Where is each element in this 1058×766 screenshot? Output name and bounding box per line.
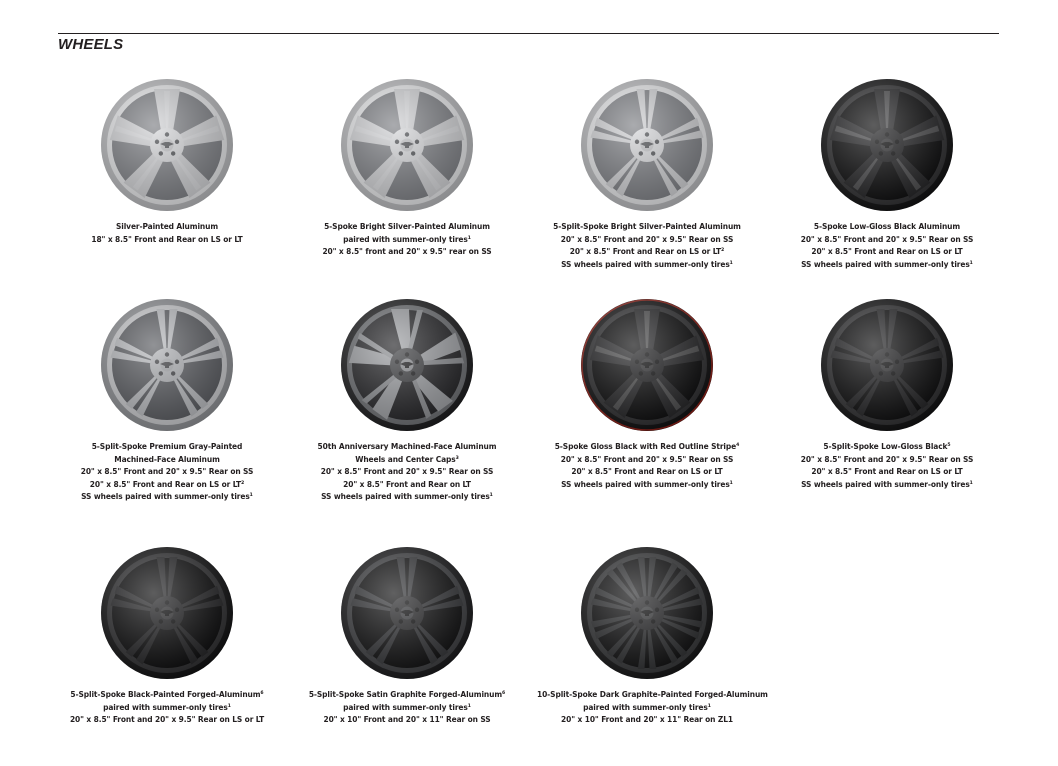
wheel-spec-line: SS wheels paired with summer-only tires¹ — [801, 258, 973, 269]
wheel-card — [777, 78, 997, 270]
wheel-image — [100, 78, 234, 212]
wheel-image — [820, 78, 954, 212]
header-rule — [58, 33, 999, 34]
wheel-card — [537, 78, 757, 270]
wheel-spec-line: 20" x 8.5" Front and 20" x 9.5" Rear on SS — [320, 466, 494, 477]
wheel-shading — [101, 547, 233, 679]
wheel-spec-line: 20" x 8.5" Front and 20" x 9.5" Rear on SS — [560, 233, 734, 244]
wheel-spec-line: paired with summer-only tires¹ — [343, 701, 471, 712]
wheel-spec-line: SS wheels paired with summer-only tires¹ — [81, 491, 253, 502]
wheel-spec-line: 20" x 8.5" Front and Rear on LS or LT² — [569, 246, 725, 257]
wheel-image — [820, 298, 954, 432]
wheel-shading — [581, 299, 713, 431]
wheel-shading — [581, 547, 713, 679]
wheel-caption — [57, 220, 277, 245]
wheel-image — [100, 546, 234, 680]
wheel-shading — [101, 299, 233, 431]
wheel-caption — [57, 688, 277, 726]
wheel-name: 10-Split-Spoke Dark Graphite-Painted Forged-Aluminum — [537, 689, 768, 699]
wheel-shading — [101, 79, 233, 211]
wheel-card — [57, 546, 277, 726]
wheel-shading — [341, 79, 473, 211]
wheel-spec-line: SS wheels paired with summer-only tires¹ — [801, 478, 973, 489]
wheel-shading — [821, 79, 953, 211]
wheel-card — [57, 78, 277, 245]
wheel-name: 5-Split-Spoke Black-Painted Forged-Aluminum⁶ — [70, 689, 264, 699]
wheel-shading — [821, 299, 953, 431]
wheel-spec-line: SS wheels paired with summer-only tires¹ — [321, 491, 493, 502]
wheel-name: 5-Split-Spoke Bright Silver-Painted Aluminum — [553, 221, 741, 231]
wheel-spec-line: 20" x 8.5" Front and Rear on LS or LT — [811, 466, 963, 477]
wheel-shading — [341, 299, 473, 431]
wheel-image — [580, 546, 714, 680]
wheel-spec-line: paired with summer-only tires¹ — [103, 701, 231, 712]
wheel-spec-line: 20" x 8.5" Front and 20" x 9.5" Rear on SS — [80, 466, 254, 477]
wheel-caption — [297, 220, 517, 258]
wheel-card — [297, 298, 517, 503]
wheel-card — [297, 546, 517, 726]
wheel-caption — [297, 688, 517, 726]
wheel-caption — [57, 440, 277, 503]
wheel-spec-line: paired with summer-only tires¹ — [583, 701, 711, 712]
wheel-spec-line: 18" x 8.5" Front and Rear on LS or LT — [91, 233, 243, 244]
wheel-image — [580, 78, 714, 212]
wheel-caption — [537, 220, 757, 270]
wheel-caption — [537, 440, 757, 490]
wheel-shading — [581, 79, 713, 211]
wheel-spec-line: Machined-Face Aluminum — [114, 453, 220, 464]
wheel-spec-line: 20" x 8.5" Front and 20" x 9.5" Rear on SS — [800, 453, 974, 464]
wheel-card — [537, 546, 768, 726]
wheel-caption — [297, 440, 517, 503]
wheel-caption — [777, 220, 997, 270]
wheel-spec-line: Wheels and Center Caps³ — [355, 453, 459, 464]
wheel-caption — [777, 440, 997, 490]
wheel-image — [580, 298, 714, 432]
wheel-spec-line: 20" x 8.5" front and 20" x 9.5" rear on SS — [322, 246, 492, 257]
wheel-spec-line: 20" x 8.5" Front and Rear on LT — [343, 478, 471, 489]
wheel-spec-line: SS wheels paired with summer-only tires¹ — [561, 478, 733, 489]
wheel-name: 5-Split-Spoke Satin Graphite Forged-Aluminum⁶ — [308, 689, 506, 699]
wheel-image — [340, 298, 474, 432]
wheel-name: 50th Anniversary Machined-Face Aluminum — [317, 441, 497, 451]
wheel-name: 5-Spoke Gloss Black with Red Outline Stripe⁴ — [554, 441, 740, 451]
wheel-name: 5-Split-Spoke Low-Gloss Black⁵ — [823, 441, 951, 451]
wheel-image — [340, 78, 474, 212]
wheel-name: Silver-Painted Aluminum — [115, 221, 219, 231]
wheel-name: 5-Spoke Low-Gloss Black Aluminum — [813, 221, 961, 231]
wheel-spec-line: 20" x 8.5" Front and 20" x 9.5" Rear on LS or LT — [69, 714, 265, 725]
wheel-name: 5-Spoke Bright Silver-Painted Aluminum — [324, 221, 490, 231]
wheel-image — [340, 546, 474, 680]
wheel-spec-line: SS wheels paired with summer-only tires¹ — [561, 258, 733, 269]
wheel-spec-line: paired with summer-only tires¹ — [343, 233, 471, 244]
wheel-shading — [341, 547, 473, 679]
wheel-card — [537, 298, 757, 490]
wheel-spec-line: 20" x 8.5" Front and 20" x 9.5" Rear on SS — [800, 233, 974, 244]
wheel-spec-line: 20" x 8.5" Front and 20" x 9.5" Rear on SS — [560, 453, 734, 464]
wheel-spec-line: 20" x 8.5" Front and Rear on LS or LT — [571, 466, 723, 477]
wheel-caption — [537, 688, 768, 726]
section-title: WHEELS — [58, 36, 124, 53]
wheel-card — [57, 298, 277, 503]
wheel-card — [297, 78, 517, 258]
wheel-spec-line: 20" x 8.5" Front and Rear on LS or LT² — [89, 478, 245, 489]
wheel-spec-line: 20" x 10" Front and 20" x 11" Rear on SS — [323, 714, 491, 725]
wheel-card — [777, 298, 997, 490]
wheel-spec-line: 20" x 10" Front and 20" x 11" Rear on ZL1 — [561, 714, 733, 725]
wheel-name: 5-Split-Spoke Premium Gray-Painted — [91, 441, 243, 451]
wheel-spec-line: 20" x 8.5" Front and Rear on LS or LT — [811, 246, 963, 257]
wheel-image — [100, 298, 234, 432]
